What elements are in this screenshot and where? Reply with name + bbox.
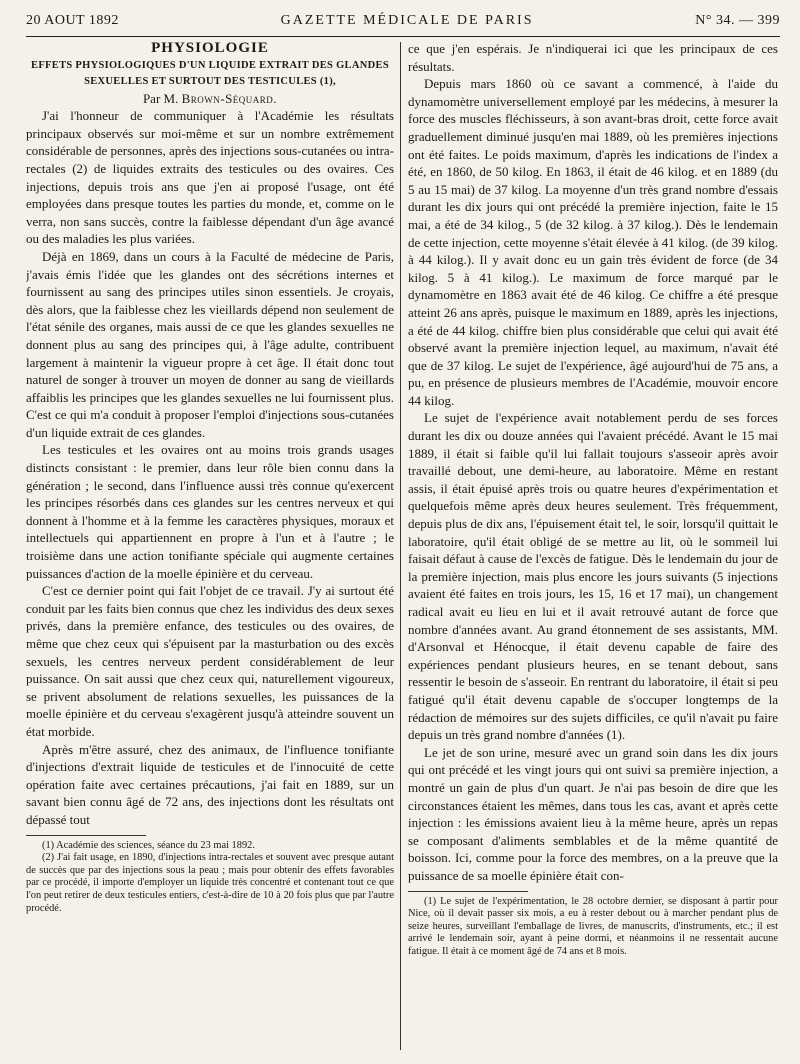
section-heading: PHYSIOLOGIE: [151, 40, 269, 56]
footnote-rule: [26, 835, 146, 836]
paragraph: Depuis mars 1860 où ce savant a commencé, à l'aide du dynamomètre universellement employé par les médecins, à mesurer la force des muscles fléchisseurs, à son avant-bras droit, cette force avait graduellement diminué jusqu'en mai 1889, où les premières injections ont été faites. Le poids maximum, d'après les indications de l'index a été, en 1860, de 50 kilog. En 1863, il était de 46 kilog. et en 1889 (du 5 au 15 mai) de 37 kilog. La moyenne d'un très grand nombre d'essais durant les dix jours qui ont précédé la première injection, faite le 15 mai, a été de 34 kilog., 5 (de 32 kilog. à 37 kilog.). Dès le lendemain de cette injection, cette moyenne s'était élevée à 41 kilog. (de 39 kilog. à 44 kilog.). Il y avait donc eu un gain très évident de force (de 34 kilog. 5 à 41 kilog.). Le maximum de force marqué par le dynamomètre en 1863 avait été de 46 kilog. Ce chiffre a été presque atteint 26 ans après, puisque le maximum en 1889, après les injections, a été de 44 kilog. chiffre bien plus considérable que celui qui avait été observé avant la première injection lequel, au maximum, n'avait été que de 37 kilog. Le sujet de l'expérience, âgé aujourd'hui de 75 ans, a pu, en présence de plusieurs membres de l'Académie, mouvoir encore 44 kilog.: [408, 76, 778, 408]
footnote: (1) Académie des sciences, séance du 23 mai 1892.: [42, 839, 255, 851]
paragraph: Le sujet de l'expérience avait notablement perdu de ses forces durant les dix ou douze années qui l'avaient précédé. Avant le 15 mai 1889, il était si faible qu'il lui fallait toujours s'asseoir après avoir travaillé debout, une demi-heure, au laboratoire. Même en restant assis, il était épuisé après trois ou quatre heures d'expérimentation et quelquefois même après deux heures seulement. Très fréquemment, depuis plus de dix ans, l'épuisement était tel, le soir, lorsqu'il quittait le laboratoire, qu'il était obligé de se mettre au lit, où le sommeil lui faisait défaut à cause de l'excès de fatigue. Dès le lendemain du jour de la première injection, mais plus encore les jours suivants (5 injections avaient été faites en trois jours, les 15, 16 et 17 mai), un changement radical avait eu lieu en lui et il avait retrouvé autant de force que nombre d'années avant. Au grand étonnement de ses assistants, MM. d'Arsonval et Hénocque, il était devenu capable de faire des expériences pendant plusieurs heures, en se tenant debout, sans ressentir le besoin de s'asseoir. En rentrant du laboratoire, il était si peu fatigué qu'il était devenu capable de s'occuper longtemps de la rédaction de mémoires sur des sujets difficiles, ce qu'il n'avait pu faire depuis un très grand nombre d'années (1).: [408, 410, 778, 743]
header-date: 20 AOUT 1892: [26, 13, 119, 28]
footnote-rule: [408, 891, 528, 892]
left-column: [26, 40, 394, 1050]
column-divider: [400, 42, 401, 1050]
author-name: Brown-Séquard.: [181, 90, 278, 106]
article-title: EFFETS PHYSIOLOGIQUES D'UN LIQUIDE EXTRAIT DES GLANDES SEXUELLES ET SURTOUT DES TESTICULES (1),: [31, 59, 389, 87]
footnote: (2) J'ai fait usage, en 1890, d'injections intra-rectales et souvent avec presque autant de succès que par des injections sous la peau ; mais pour obtenir des effets favorables par ce procédé, il importe d'employer un liquide très concentré et contenant tout ce que l'on peut retirer de deux testicules entiers, c'est-à-dire de 10 à 20 fois plus que par l'autre procédé.: [26, 852, 394, 914]
paragraph: Déjà en 1869, dans un cours à la Faculté de médecine de Paris, j'avais émis l'idée que les glandes ont des sécrétions internes et fournissent au sang des principes utiles sinon essentiels. Je croyais, dès alors, que la faiblesse chez les vieillards dépend non seulement de l'état sénile des organes, mais aussi de ce que les glandes sexuelles ne donnent plus au sang des principes qui, à l'âge adulte, contribuent largement à maintenir la vigueur propre à cet âge. Il était donc tout naturel de songer à trouver un moyen de donner au sang de vieillards affaiblis les principes que les glandes sexuelles ne lui fournissent plus. C'est ce qui m'a conduit à proposer l'emploi d'injections sous-cutanées d'un liquide extrait de ces glandes.: [26, 248, 394, 440]
page-header: [26, 10, 780, 32]
byline-prefix: Par M.: [142, 90, 179, 106]
header-rule: [26, 36, 780, 37]
paragraph: ce que j'en espérais. Je n'indiquerai ici que les principaux de ces résultats.: [408, 41, 778, 74]
right-column: [408, 40, 778, 1050]
paragraph: Les testicules et les ovaires ont au moins trois grands usages distincts consistant : le premier, dans leur rôle bien connu dans la génération ; le second, dans l'influence aussi très connue qu'exercent les principes résorbés dans ces glandes sur les centres nerveux et qui donnent à l'homme et à la femme les caractères physiques, moraux et intellectuels qui appartiennent en propre à l'un et à l'autre ; le troisième dans une action tonifiante spéciale qui augmente certaines puissances d'action de la moelle épinière et du cerveau.: [26, 442, 394, 581]
journal-title: GAZETTE MÉDICALE DE PARIS: [280, 13, 534, 28]
paragraph: J'ai l'honneur de communiquer à l'Académie les résultats principaux observés sur moi-même et sur un nombre extrêmement considérable de personnes, après des injections sous-cutanées ou intra-rectales (2) de liquides extraits des testicules ou des ovaires. Ces injections, depuis trois ans que j'en ai proposé l'usage, ont été employées dans presque toutes les parties du monde, et, comme on le verra, non sans succès, contre la faiblesse dépendant d'un âge avancé ou des maladies les plus variées.: [26, 108, 394, 247]
footnote: (1) Le sujet de l'expérimentation, le 28 octobre dernier, se disposant à partir pour Nice, où il devait passer six mois, a eu à rester debout ou à marcher pendant plus de seize heures, surveillant l'emballage de livres, de manuscrits, d'instruments, etc.; il est arrivé le lendemain soir, ayant à peine dormi, et néanmoins il ne ressentait aucune fatigue. Il était à ce moment âgé de 74 ans et 8 mois.: [408, 895, 778, 957]
paragraph: Après m'être assuré, chez des animaux, de l'influence tonifiante d'injections d'extrait liquide de testicules et de l'innocuité de cette opération faite avec certaines précautions, j'ai fait en 1889, sur un savant bien connu âgé de 72 ans, des injections dont les résultats ont dépassé tout: [26, 741, 394, 827]
page-number: N° 34. — 399: [695, 13, 780, 28]
byline: [26, 90, 394, 108]
paragraph: Le jet de son urine, mesuré avec un grand soin dans les dix jours qui ont précédé et les vingt jours qui ont suivi sa première injection, a montré un gain de plus d'un quart. Je n'ai pas besoin de dire que les circonstances étaient les mêmes, dans tous les cas, avant et après cette injection : les émissions avaient lieu à la même heure, après un repas se composant d'aliments semblables et de la même quantité de boisson. Ici, comme pour la force des membres, on a la preuve que la puissance de sa moelle épinière était con-: [408, 744, 778, 883]
paragraph: C'est ce dernier point qui fait l'objet de ce travail. J'y ai surtout été conduit par les faits bien connus que chez les individus des deux sexes privés, dans la première enfance, des testicules ou des ovaires, de même que chez ceux qui s'épuisent par la masturbation ou des excès sexuels, les centres nerveux perdent considérablement de leur puissance. On sait aussi que chez ceux qui, naturellement vigoureux, se privent absolument de relations sexuelles, les puissances de la moelle épinière et du cerveau s'exagèrent jusqu'à atteindre souvent un état morbide.: [26, 583, 394, 739]
